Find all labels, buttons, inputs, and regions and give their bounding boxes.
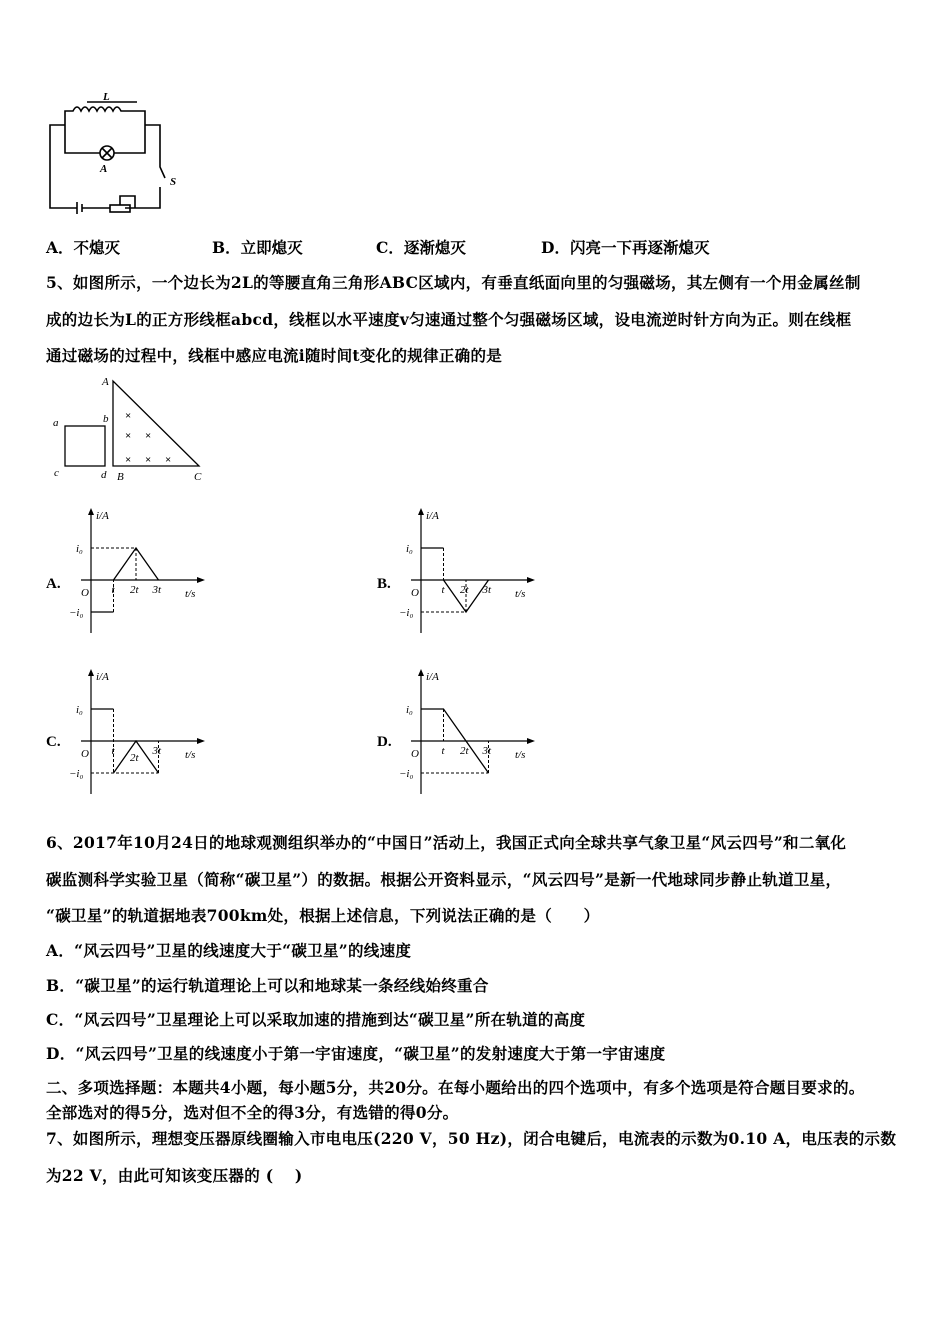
- y-axis-arrow-icon: [88, 669, 94, 676]
- section2-scoring: 全部选对的得5分，选对但不全的得3分，有选错的得0分。: [46, 1103, 459, 1122]
- y-axis-arrow-icon: [88, 508, 94, 515]
- y-axis-label: i/A: [96, 510, 109, 522]
- origin-label: O: [411, 587, 419, 599]
- y-axis-arrow-icon: [418, 669, 424, 676]
- tick-label: t: [441, 745, 445, 757]
- q6-option-d: D．“风云四号”卫星的线速度小于第一宇宙速度，“碳卫星”的发射速度大于第一宇宙速度: [46, 1044, 666, 1063]
- x-axis-arrow-icon: [527, 577, 535, 583]
- q5-text-line: 成的边长为L的正方形线框abcd，线框以水平速度v匀速通过整个匀强磁场区域，设电流逆时针方向为正。则在线框: [46, 310, 852, 329]
- inductor-label: L: [103, 91, 110, 103]
- positive-i0-label: i₀: [406, 704, 413, 716]
- x-axis-arrow-icon: [527, 738, 535, 744]
- svg-text:×: ×: [165, 454, 172, 466]
- tick-label: 2t: [460, 745, 469, 757]
- svg-text:×: ×: [125, 410, 132, 422]
- graph-a-option-label[interactable]: A.: [46, 576, 61, 592]
- q4-option-b: B．立即熄灭: [212, 238, 303, 257]
- tick-label: 3t: [152, 745, 162, 757]
- q6-option-b: B．“碳卫星”的运行轨道理论上可以和地球某一条经线始终重合: [46, 976, 489, 995]
- vertex-c-label: C: [194, 471, 202, 483]
- tick-label: t: [441, 584, 445, 596]
- q6-option-c: C．“风云四号”卫星理论上可以采取加速的措施到达“碳卫星”所在轨道的高度: [46, 1010, 586, 1029]
- y-axis-arrow-icon: [418, 508, 424, 515]
- vertex-b-label: B: [117, 471, 124, 483]
- tick-label: t: [111, 584, 115, 596]
- q6-text-line: 6、2017年10月24日的地球观测组织举办的“中国日”活动上，我国正式向全球共享气象卫星“风云四号”和二氧化: [46, 833, 847, 852]
- magnetic-field-crosses: [125, 410, 171, 466]
- graph-b[interactable]: [390, 505, 550, 640]
- negative-i0-label: −i₀: [69, 607, 84, 619]
- y-axis-label: i/A: [426, 510, 439, 522]
- svg-text:×: ×: [125, 454, 132, 466]
- graph-c-option-label[interactable]: C.: [46, 734, 61, 750]
- svg-text:×: ×: [125, 430, 132, 442]
- tick-label: 3t: [482, 584, 492, 596]
- lamp-label: A: [100, 163, 108, 175]
- negative-i0-label: −i₀: [399, 607, 414, 619]
- graph-d[interactable]: [390, 666, 550, 801]
- corner-d-label: d: [101, 469, 107, 481]
- q4-option-a: A．不熄灭: [46, 238, 121, 257]
- origin-label: O: [81, 748, 89, 760]
- graph-b-option-label[interactable]: B.: [377, 576, 391, 592]
- origin-label: O: [81, 587, 89, 599]
- graph-a[interactable]: [60, 505, 220, 640]
- section2-heading: 二、多项选择题：本题共4小题，每小题5分，共20分。在每小题给出的四个选项中，有多个选项是符合题目要求的。: [46, 1078, 865, 1097]
- negative-i0-label: −i₀: [399, 768, 414, 780]
- origin-label: O: [411, 748, 419, 760]
- x-axis-label: t/s: [185, 749, 196, 761]
- x-axis-label: t/s: [515, 588, 526, 600]
- tick-label: 2t: [460, 584, 469, 596]
- q5-triangle-figure: [45, 372, 215, 487]
- x-axis-label: t/s: [185, 588, 196, 600]
- switch-label: S: [170, 176, 177, 188]
- x-axis-arrow-icon: [197, 577, 205, 583]
- positive-i0-label: i₀: [76, 543, 83, 555]
- graph-c[interactable]: [60, 666, 220, 801]
- tick-label: 3t: [482, 745, 492, 757]
- tick-label: 2t: [130, 752, 139, 764]
- y-axis-label: i/A: [426, 671, 439, 683]
- x-axis-arrow-icon: [197, 738, 205, 744]
- negative-i0-label: −i₀: [69, 768, 84, 780]
- vertex-a-label: A: [102, 376, 109, 388]
- x-axis-label: t/s: [515, 749, 526, 761]
- corner-a-label: a: [53, 417, 59, 429]
- q7-text-line: 7、如图所示，理想变压器原线圈输入市电电压(220 V，50 Hz)，闭合电键后，电流表的示数为0.10 A，电压表的示数: [46, 1129, 897, 1148]
- positive-i0-label: i₀: [76, 704, 83, 716]
- q6-text-line: “碳卫星”的轨道据地表700km处，根据上述信息，下列说法正确的是（ ）: [46, 906, 600, 925]
- q5-text-line: 通过磁场的过程中，线框中感应电流i随时间t变化的规律正确的是: [46, 346, 503, 365]
- corner-b-label: b: [103, 413, 109, 425]
- svg-text:×: ×: [145, 430, 152, 442]
- tick-label: 3t: [152, 584, 162, 596]
- q5-text-line: 5、如图所示，一个边长为2L的等腰直角三角形ABC区域内，有垂直纸面向里的匀强磁场，其左侧有一个用金属丝制: [46, 273, 861, 292]
- svg-text:×: ×: [145, 454, 152, 466]
- q4-option-c: C．逐渐熄灭: [376, 238, 466, 257]
- tick-label: t: [111, 745, 115, 757]
- q4-circuit-diagram: [45, 91, 185, 220]
- graph-d-option-label[interactable]: D.: [377, 734, 392, 750]
- corner-c-label: c: [54, 467, 59, 479]
- q6-option-a: A．“风云四号”卫星的线速度大于“碳卫星”的线速度: [46, 941, 412, 960]
- y-axis-label: i/A: [96, 671, 109, 683]
- q4-option-d: D．闪亮一下再逐渐熄灭: [541, 238, 710, 257]
- q6-text-line: 碳监测科学实验卫星（简称“碳卫星”）的数据。根据公开资料显示，“风云四号”是新一代地球同步静止轨道卫星，: [46, 870, 842, 889]
- positive-i0-label: i₀: [406, 543, 413, 555]
- tick-label: 2t: [130, 584, 139, 596]
- q7-text-line: 为22 V，由此可知该变压器的 ( ): [46, 1166, 303, 1185]
